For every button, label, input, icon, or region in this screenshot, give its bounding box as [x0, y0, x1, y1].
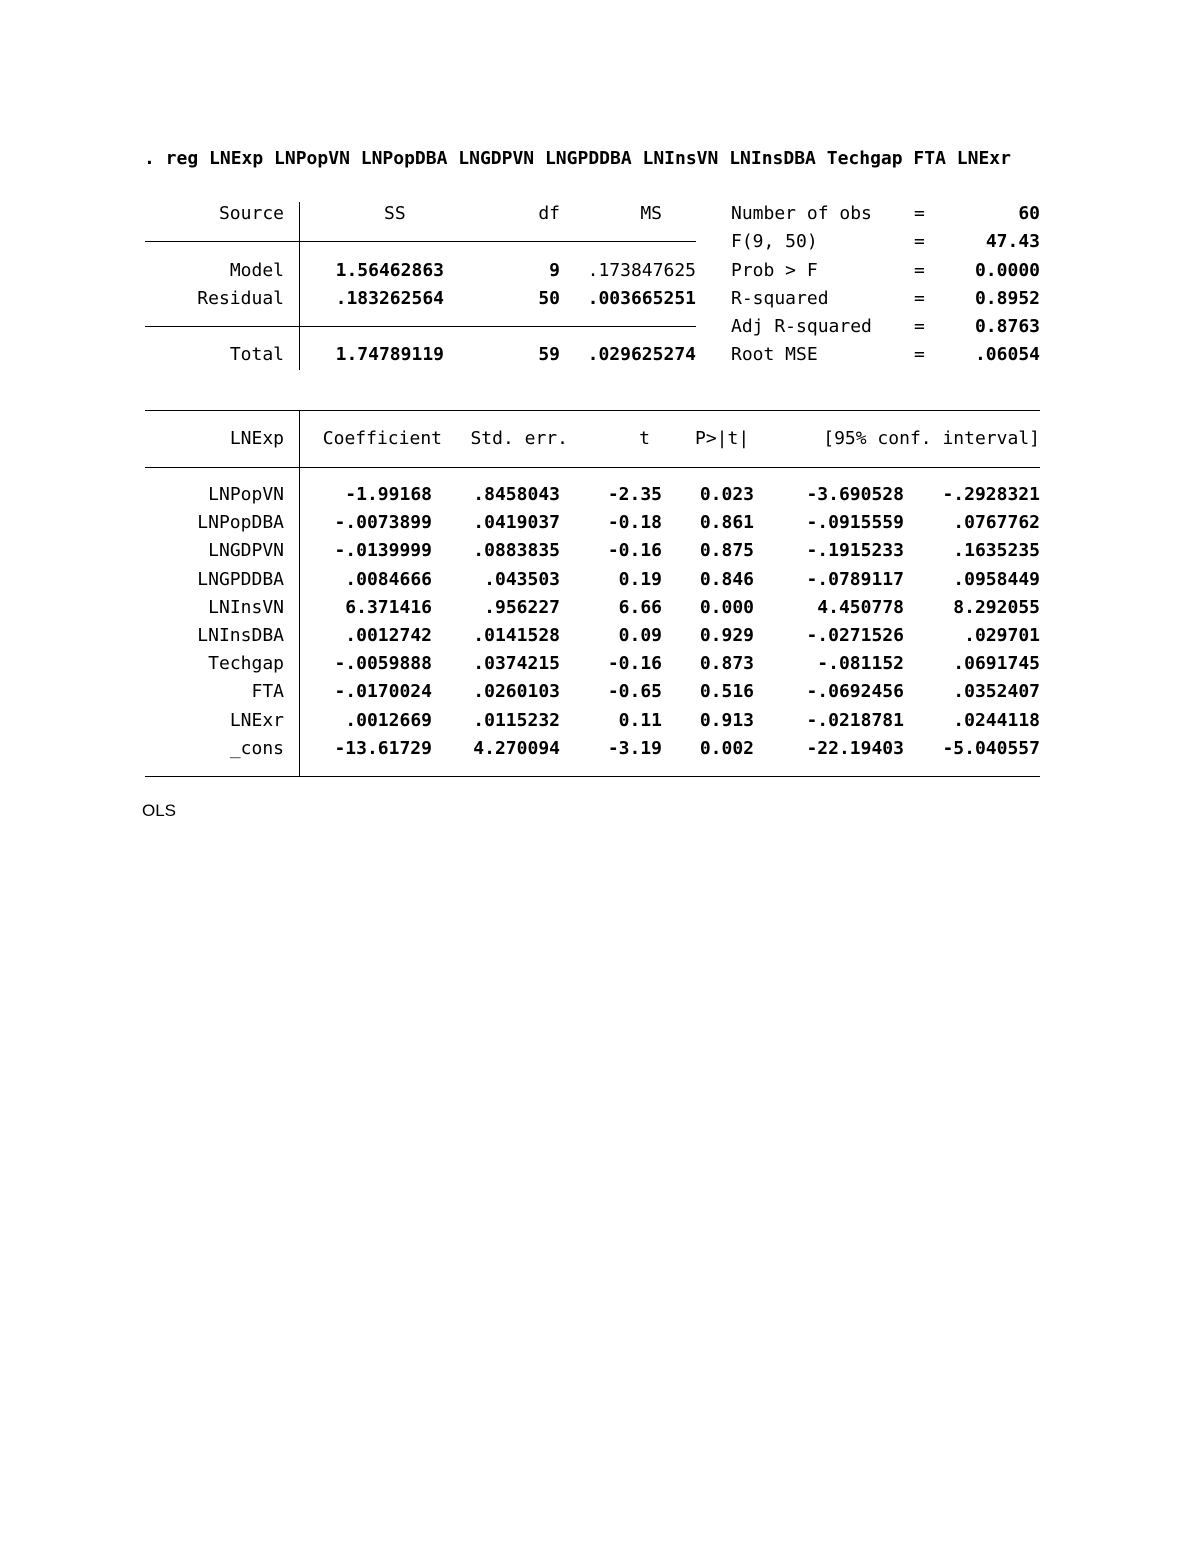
coef-top-rule — [145, 410, 1040, 411]
coef-p: 0.846 — [699, 568, 754, 590]
anova-ms-model: .173847625 — [587, 260, 696, 281]
coef-p: 0.516 — [699, 681, 754, 703]
coef-ci-low: -.0271526 — [806, 625, 904, 646]
coef-ci-high: -.2928321 — [942, 484, 1040, 505]
coef-header-rule — [145, 467, 1040, 468]
anova-df-residual: 50 — [538, 288, 560, 309]
stat-eq-nobs: = — [914, 203, 925, 224]
coef-header-se: Std. err. — [470, 428, 568, 449]
coef-t: -0.16 — [607, 540, 662, 562]
anova-ss-total: 1.74789119 — [335, 344, 444, 365]
coef-std-err: .0883835 — [473, 540, 560, 562]
coef-ci-low: -.081152 — [817, 653, 904, 675]
coef-var: LNInsDBA — [197, 625, 284, 646]
coef-coefficient: .0012742 — [345, 625, 432, 646]
anova-df-total: 59 — [538, 344, 560, 365]
coef-ci-high: 8.292055 — [953, 596, 1040, 618]
stat-value-nobs: 60 — [1018, 203, 1040, 224]
coef-coefficient: .0084666 — [345, 568, 432, 590]
coef-var: Techgap — [208, 653, 284, 675]
coef-p: 0.002 — [699, 737, 754, 759]
coef-p: 0.873 — [699, 653, 754, 675]
stat-value-rsq: 0.8952 — [974, 288, 1040, 309]
coef-std-err: .0141528 — [473, 625, 560, 646]
anova-header-source: Source — [218, 203, 284, 224]
coef-ci-high: -5.040557 — [942, 737, 1040, 759]
anova-column-divider — [299, 202, 300, 370]
stat-label-probf: Prob > F — [731, 260, 818, 281]
coef-p: 0.929 — [699, 625, 754, 646]
anova-source-total: Total — [229, 344, 284, 365]
anova-ms-total: .029625274 — [587, 344, 696, 365]
coef-header-t: t — [639, 428, 650, 449]
coef-coefficient: 6.371416 — [345, 596, 432, 618]
coef-coefficient: .0012669 — [345, 709, 432, 731]
coef-ci-high: .0767762 — [953, 512, 1040, 534]
anova-df-model: 9 — [549, 260, 560, 281]
coef-p: 0.875 — [699, 540, 754, 562]
coef-std-err: 4.270094 — [473, 737, 560, 759]
coef-coefficient: -13.61729 — [334, 737, 432, 759]
coef-coefficient: -.0139999 — [334, 540, 432, 562]
coef-var: LNGDPVN — [208, 540, 284, 562]
coef-ci-high: .1635235 — [953, 540, 1040, 562]
coef-std-err: .0260103 — [473, 681, 560, 703]
coef-var: LNPopDBA — [197, 512, 284, 534]
coef-t: -2.35 — [607, 484, 662, 505]
coef-coefficient: -.0170024 — [334, 681, 432, 703]
stat-value-probf: 0.0000 — [974, 260, 1040, 281]
stat-eq-f: = — [914, 231, 925, 252]
coef-t: 0.19 — [618, 568, 662, 590]
stat-eq-rsq: = — [914, 288, 925, 309]
coef-ci-high: .0352407 — [953, 681, 1040, 703]
coef-var: _cons — [229, 737, 284, 759]
stat-label-f: F(9, 50) — [731, 231, 818, 252]
coef-var: LNExr — [229, 709, 284, 731]
coef-t: 0.09 — [618, 625, 662, 646]
coef-header-ci: [95% conf. interval] — [823, 428, 1040, 449]
stat-eq-adjrsq: = — [914, 316, 925, 337]
stat-value-adjrsq: 0.8763 — [974, 316, 1040, 337]
stat-label-rsq: R-squared — [731, 288, 829, 309]
coef-ci-low: -.0692456 — [806, 681, 904, 703]
stat-value-rootmse: .06054 — [974, 344, 1040, 365]
coef-ci-low: -3.690528 — [806, 484, 904, 505]
footer-note: OLS — [142, 801, 177, 820]
coef-ci-high: .029701 — [964, 625, 1040, 646]
anova-total-rule — [145, 326, 696, 327]
stat-label-nobs: Number of obs — [731, 203, 872, 224]
coef-t: -0.16 — [607, 653, 662, 675]
coef-std-err: .956227 — [484, 596, 560, 618]
coef-ci-high: .0244118 — [953, 709, 1040, 731]
anova-source-residual: Residual — [197, 288, 284, 309]
anova-header-ss: SS — [384, 203, 406, 224]
stat-eq-probf: = — [914, 260, 925, 281]
coef-coefficient: -.0059888 — [334, 653, 432, 675]
coef-ci-low: 4.450778 — [817, 596, 904, 618]
stat-label-rootmse: Root MSE — [731, 344, 818, 365]
coef-bottom-rule — [145, 776, 1040, 777]
coef-std-err: .043503 — [484, 568, 560, 590]
anova-header-df: df — [538, 203, 560, 224]
anova-source-model: Model — [229, 260, 284, 281]
coef-ci-low: -.0218781 — [806, 709, 904, 731]
coef-ci-low: -.0789117 — [806, 568, 904, 590]
stat-label-adjrsq: Adj R-squared — [731, 316, 872, 337]
coef-header-coef: Coefficient — [322, 428, 442, 449]
coef-p: 0.023 — [699, 484, 754, 505]
anova-header-rule — [145, 241, 696, 242]
coef-header-var: LNExp — [229, 428, 284, 449]
coef-std-err: .0374215 — [473, 653, 560, 675]
coef-ci-high: .0958449 — [953, 568, 1040, 590]
coef-header-p: P>|t| — [695, 428, 750, 449]
coef-ci-high: .0691745 — [953, 653, 1040, 675]
regression-command: . reg LNExp LNPopVN LNPopDBA LNGDPVN LNGPDDBA LNInsVN LNInsDBA Techgap FTA LNExr — [144, 148, 1011, 169]
coef-std-err: .0115232 — [473, 709, 560, 731]
coef-ci-low: -.0915559 — [806, 512, 904, 534]
coef-ci-low: -22.19403 — [806, 737, 904, 759]
coef-var: FTA — [251, 681, 284, 703]
coef-var: LNGPDDBA — [197, 568, 284, 590]
coef-p: 0.000 — [699, 596, 754, 618]
coef-t: 6.66 — [618, 596, 662, 618]
coef-var: LNInsVN — [208, 596, 284, 618]
coef-std-err: .0419037 — [473, 512, 560, 534]
coef-t: 0.11 — [618, 709, 662, 731]
coef-std-err: .8458043 — [473, 484, 560, 505]
stat-value-f: 47.43 — [985, 231, 1040, 252]
coef-t: -0.18 — [607, 512, 662, 534]
coef-var: LNPopVN — [208, 484, 284, 505]
coef-p: 0.861 — [699, 512, 754, 534]
coef-coefficient: -.0073899 — [334, 512, 432, 534]
anova-ms-residual: .003665251 — [587, 288, 696, 309]
coef-p: 0.913 — [699, 709, 754, 731]
anova-header-ms: MS — [640, 203, 662, 224]
coef-t: -0.65 — [607, 681, 662, 703]
anova-ss-model: 1.56462863 — [335, 260, 444, 281]
coef-ci-low: -.1915233 — [806, 540, 904, 562]
stat-eq-rootmse: = — [914, 344, 925, 365]
coef-t: -3.19 — [607, 737, 662, 759]
anova-ss-residual: .183262564 — [335, 288, 444, 309]
coef-coefficient: -1.99168 — [345, 484, 432, 505]
